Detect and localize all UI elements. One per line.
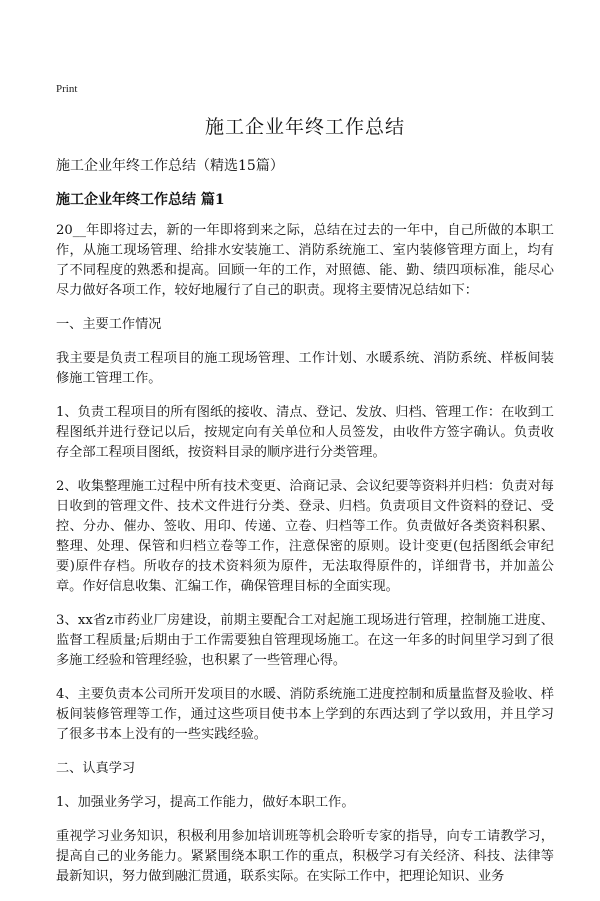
paragraph-item-2: 2、收集整理施工过程中所有技术变更、洽商记录、会议纪要等资料并归档：负责对每日收到的管理文件、技术文件进行分类、登录、归档。负责项目文件资料的登记、受控、分办、催办、签收、用印、传递、立卷、归档等工作。负责做好各类资料积累、整理、处理、保管和归档立卷等工作，注意保密的原则。设计变更(包括图纸会审纪要)原件存档。所收存的技术资料须为原件，无法取得原件的，详细背书，并加盖公章。作好信息收集、汇编工作，确保管理目标的全面实现。 <box>56 479 554 594</box>
paragraph-study-detail: 重视学习业务知识，积极利用参加培训班等机会聆听专家的指导，向专工请教学习，提高自己的业务能力。紧紧围绕本职工作的重点，积极学习有关经济、科技、法律等最新知识，努力做到融汇贯通，联系实际。在实际工作中，把理论知识、业务 <box>56 829 554 884</box>
document-subtitle: 施工企业年终工作总结（精选15篇） <box>56 158 284 174</box>
heading-study: 二、认真学习 <box>56 761 136 776</box>
document-body <box>56 112 554 901</box>
paragraph-intro: 20__年即将过去，新的一年即将到来之际，总结在过去的一年中，自己所做的本职工作，从施工现场管理、给排水安装施工、消防系统施工、室内装修管理方面上，均有了不同程度的熟悉和提高。回顾一年的工作，对照德、能、勤、绩四项标准，能尽心尽力做好各项工作，较好地履行了自己的职责。现将主要情况总结如下： <box>56 223 554 298</box>
page-title: 施工企业年终工作总结 <box>204 116 405 138</box>
paragraph-item-1: 1、负责工程项目的所有图纸的接收、清点、登记、发放、归档、管理工作：在收到工程图纸并进行登记以后，按规定向有关单位和人员签发，由收件方签字确认。负责收存全部工程项目图纸，按资料目录的顺序进行分类管理。 <box>56 405 554 460</box>
paragraph-responsibilities: 我主要是负责工程项目的施工现场管理、工作计划、水暖系统、消防系统、样板间装修施工管理工作。 <box>56 351 554 386</box>
heading-main-work: 一、主要工作情况 <box>56 317 162 332</box>
print-link[interactable]: Print <box>56 83 78 95</box>
paragraph-item-4: 4、主要负责本公司所开发项目的水暖、消防系统施工进度控制和质量监督及验收、样板间装修管理等工作，通过这些项目使书本上学到的东西达到了学以致用，并且学习了很多书本上没有的一些实践经验。 <box>56 687 554 742</box>
paragraph-item-3: 3、xx省z市药业厂房建设，前期主要配合工对起施工现场进行管理，控制施工进度、监督工程质量;后期由于工作需要独自管理现场施工。在这一年多的时间里学习到了很多施工经验和管理经验，也积累了一些管理心得。 <box>56 613 554 668</box>
section-heading: 施工企业年终工作总结 篇1 <box>56 192 225 208</box>
paragraph-study-item-1: 1、加强业务学习，提高工作能力，做好本职工作。 <box>56 795 355 810</box>
